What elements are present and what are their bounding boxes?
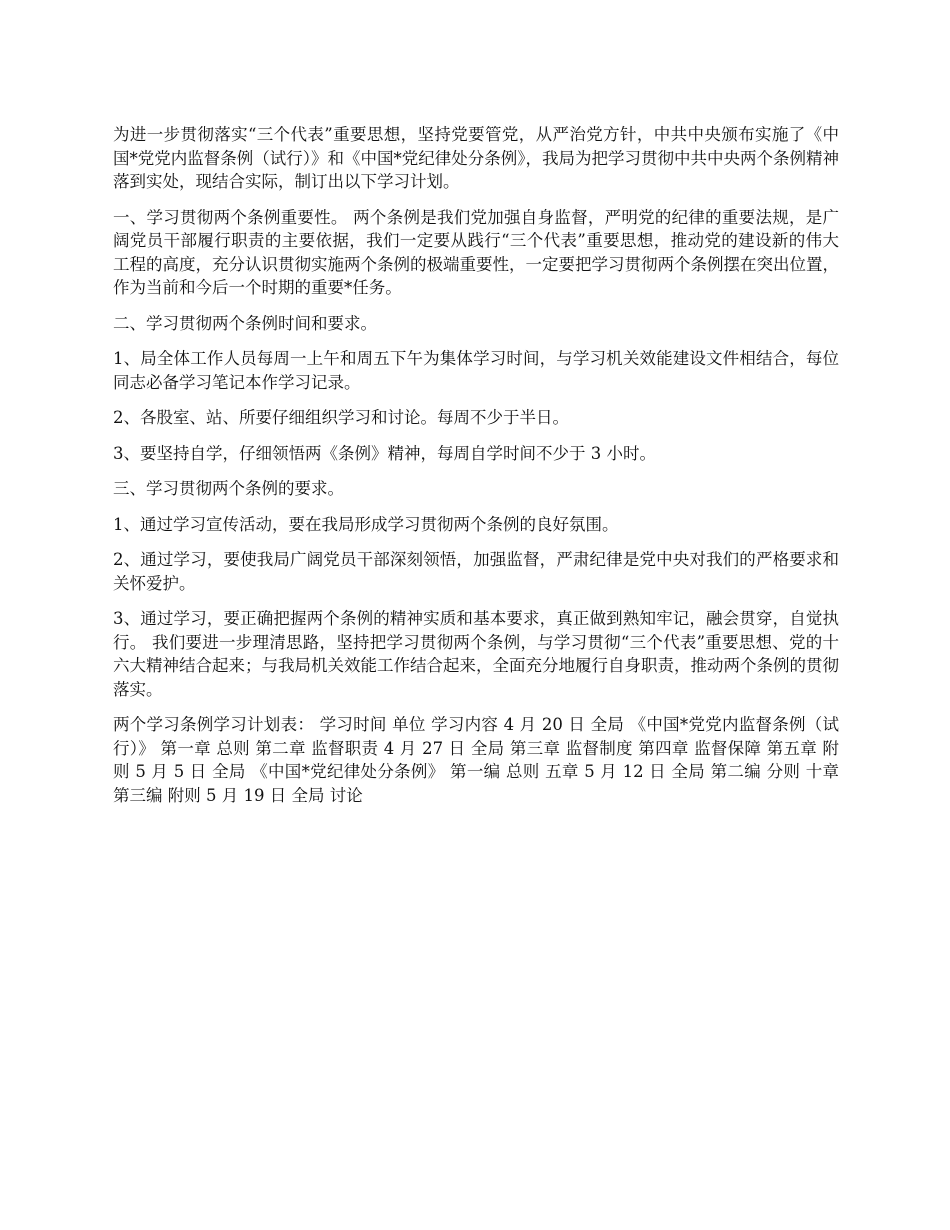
intro-paragraph: 为进一步贯彻落实“三个代表”重要思想，坚持党要管党，从严治党方针，中共中央颁布实施了《中国*党党内监督条例（试行）》和《中国*党纪律处分条例》，我局为把学习贯彻中共中央两个条例精神落到实处，现结合实际，制订出以下学习计划。 bbox=[113, 125, 839, 191]
study-schedule-paragraph: 两个学习条例学习计划表： 学习时间 单位 学习内容 4 月 20 日 全局 《中国*党党内监督条例（试行）》 第一章 总则 第二章 监督职责 4 月 27 日 全局 第三章 监督制度 第四章 监督保障 第五章 附则 5 月 5 日 全局 《中国*党纪律处分条例》 第一编 总则 五章 5 月 12 日 全局 第二编 分则 十章 第三编 附则 5 月 19 日 全局 讨论 bbox=[113, 715, 839, 805]
section-3-item-1: 1、通过学习宣传活动，要在我局形成学习贯彻两个条例的良好氛围。 bbox=[113, 514, 619, 534]
section-2-item-3: 3、要坚持自学，仔细领悟两《条例》精神，每周自学时间不少于 3 小时。 bbox=[113, 443, 656, 463]
section-2-item-2: 2、各股室、站、所要仔细组织学习和讨论。每周不少于半日。 bbox=[113, 408, 569, 427]
section-3-item-2: 2、通过学习，要使我局广阔党员干部深刻领悟，加强监督，严肃纪律是党中央对我们的严格要求和关怀爱护。 bbox=[113, 550, 839, 593]
section-2-item-1: 1、局全体工作人员每周一上午和周五下午为集体学习时间，与学习机关效能建设文件相结合，每位同志必备学习笔记本作学习记录。 bbox=[113, 349, 839, 392]
section-3-item-3: 3、通过学习，要正确把握两个条例的精神实质和基本要求，真正做到熟知牢记，融会贯穿，自觉执行。 我们要进一步理清思路，坚持把学习贯彻两个条例，与学习贯彻“三个代表”重要思想、党的十六大精神结合起来；与我局机关效能工作结合起来，全面充分地履行自身职责，推动两个条例的贯彻落实。 bbox=[113, 609, 839, 699]
document-body bbox=[113, 123, 839, 819]
section-3-heading: 三、学习贯彻两个条例的要求。 bbox=[113, 479, 344, 498]
section-1-importance: 一、学习贯彻两个条例重要性。 两个条例是我们党加强自身监督，严明党的纪律的重要法规，是广阔党员干部履行职责的主要依据，我们一定要从践行“三个代表”重要思想，推动党的建设新的伟大工程的高度，充分认识贯彻实施两个条例的极端重要性，一定要把学习贯彻两个条例摆在突出位置，作为当前和今后一个时期的重要*任务。 bbox=[113, 207, 839, 297]
section-2-heading: 二、学习贯彻两个条例时间和要求。 bbox=[113, 313, 377, 333]
